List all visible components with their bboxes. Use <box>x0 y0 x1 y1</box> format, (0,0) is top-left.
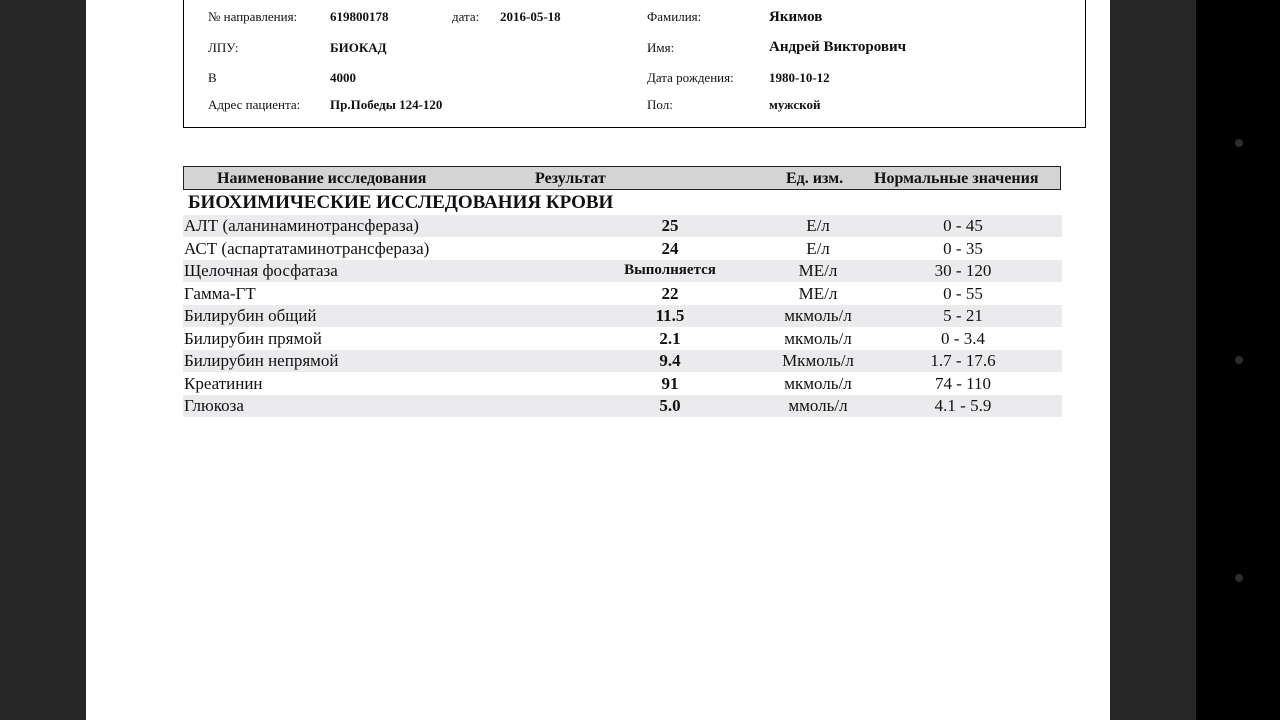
name-label: Имя: <box>647 40 675 55</box>
test-unit: МЕ/л <box>798 261 838 280</box>
test-norm: 30 - 120 <box>934 261 992 280</box>
test-name: Билирубин общий <box>184 306 317 325</box>
col-header-norm: Нормальные значения <box>874 170 1039 187</box>
address-value: Пр.Победы 124-120 <box>330 97 443 112</box>
test-name: Глюкоза <box>184 396 244 415</box>
table-row <box>183 305 1062 327</box>
test-unit: Е/л <box>806 216 830 235</box>
col-header-result: Результат <box>535 170 606 187</box>
section-title: БИОХИМИЧЕСКИЕ ИССЛЕДОВАНИЯ КРОВИ <box>188 192 614 213</box>
b-value: 4000 <box>330 70 356 85</box>
table-row <box>183 260 1062 282</box>
test-name: Щелочная фосфатаза <box>184 261 338 280</box>
test-norm: 1.7 - 17.6 <box>930 351 996 370</box>
test-norm: 0 - 55 <box>943 284 983 303</box>
test-result: 91 <box>661 374 679 393</box>
test-result: 2.1 <box>659 329 681 348</box>
referral-value: 619800178 <box>330 9 389 24</box>
referral-label: № направления: <box>208 9 298 24</box>
table-row <box>183 395 1062 417</box>
table-row <box>183 283 1062 305</box>
lpu-value: БИОКАД <box>330 40 387 55</box>
table-header <box>183 166 1061 190</box>
test-norm: 0 - 35 <box>943 239 983 258</box>
test-unit: ммоль/л <box>788 396 848 415</box>
col-header-unit: Ед. изм. <box>786 170 844 187</box>
test-name: Гамма-ГТ <box>184 284 256 303</box>
address-label: Адрес пациента: <box>208 97 301 112</box>
test-result: Выполняется <box>624 262 716 278</box>
test-name: Билирубин прямой <box>184 329 322 348</box>
test-name: АСТ (аспартатаминотрансфераза) <box>184 239 430 258</box>
sex-value: мужской <box>769 97 821 112</box>
test-name: Креатинин <box>184 374 263 393</box>
test-norm: 0 - 45 <box>943 216 983 235</box>
test-unit: мкмоль/л <box>784 374 852 393</box>
birth-value: 1980-10-12 <box>769 70 830 85</box>
test-result: 9.4 <box>659 351 681 370</box>
dot-indicator <box>1235 356 1243 364</box>
surname-value: Якимов <box>769 9 823 25</box>
test-name: Билирубин непрямой <box>184 351 339 370</box>
test-unit: Мкмоль/л <box>782 351 854 370</box>
patient-header <box>183 0 1086 128</box>
surname-label: Фамилия: <box>647 9 702 24</box>
sex-label: Пол: <box>647 97 673 112</box>
test-result: 24 <box>661 239 679 258</box>
name-value: Андрей Викторович <box>769 39 907 55</box>
dot-indicator <box>1235 574 1243 582</box>
table-row <box>183 238 1062 260</box>
test-unit: МЕ/л <box>798 284 838 303</box>
test-result: 22 <box>661 284 679 303</box>
col-header-name: Наименование исследования <box>217 170 427 187</box>
test-unit: мкмоль/л <box>784 329 852 348</box>
test-norm: 74 - 110 <box>934 374 992 393</box>
birth-label: Дата рождения: <box>647 70 734 85</box>
table-row <box>183 373 1062 395</box>
table-row <box>183 215 1062 237</box>
test-unit: Е/л <box>806 239 830 258</box>
test-norm: 0 - 3.4 <box>941 329 985 348</box>
test-unit: мкмоль/л <box>784 306 852 325</box>
b-label: В <box>208 70 217 85</box>
document-page <box>86 0 1110 720</box>
test-norm: 5 - 21 <box>943 306 983 325</box>
table-row <box>183 350 1062 372</box>
test-result: 5.0 <box>659 396 681 415</box>
test-norm: 4.1 - 5.9 <box>934 396 992 415</box>
test-result: 25 <box>661 216 679 235</box>
table-row <box>183 328 1062 350</box>
test-result: 11.5 <box>655 306 685 325</box>
test-name: АЛТ (аланинаминотрансфераза) <box>184 216 419 235</box>
dot-indicator <box>1235 139 1243 147</box>
date-value: 2016-05-18 <box>500 9 561 24</box>
lpu-label: ЛПУ: <box>208 40 239 55</box>
date-label: дата: <box>452 9 480 24</box>
